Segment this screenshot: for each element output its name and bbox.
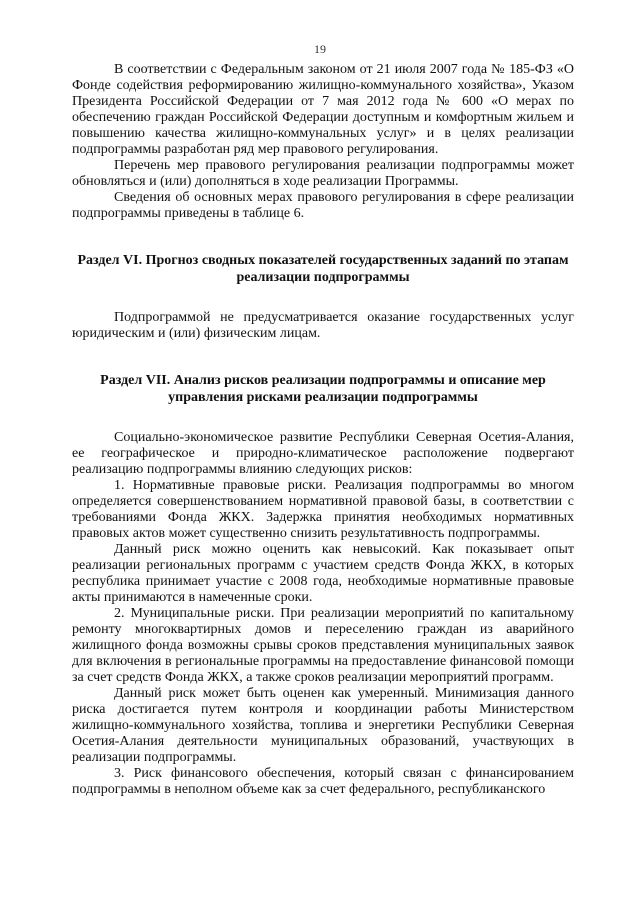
risk-2-assessment: Данный риск может быть оценен как умеренный. Минимизация данного риска достигается путем контроля и координации работы Министерством жилищно-коммунального хозяйства, топлива и энергетики Республики Северная Осетия-Алания деятельности муниципальных образований, участвующих в реализации подпрограммы. [72,686,574,765]
page-content [72,62,574,798]
section-6-text: Подпрограммой не предусматривается оказание государственных услуг юридическим и (или) физическим лицам. [72,310,574,341]
risk-3-financial: 3. Риск финансового обеспечения, который связан с финансированием подпрограммы в неполном объеме как за счет федерального, республиканского [72,766,574,797]
paragraph-measures-list: Перечень мер правового регулирования реализации подпрограммы может обновляться и (или) дополняться в ходе реализации Программы. [72,158,574,189]
section-7-intro: Социально-экономическое развитие Республики Северная Осетия-Алания, ее географическое и природно-климатическое расположение подвергают реализацию подпрограммы влиянию следующих рисков: [72,430,574,477]
section-6-heading: Раздел VI. Прогноз сводных показателей государственных заданий по этапам реализации подпрограммы [77,253,569,285]
paragraph-table-reference: Сведения об основных мерах правового регулирования в сфере реализации подпрограммы приведены в таблице 6. [72,190,574,221]
risk-1-assessment: Данный риск можно оценить как невысокий. Как показывает опыт реализации региональных программ с участием средств Фонда ЖКХ, в которых республика принимает участие с 2008 года, необходимые нормативные правовые акты принимаются в намеченные сроки. [72,542,574,605]
page-number: 19 [314,42,326,56]
risk-1-regulatory: 1. Нормативные правовые риски. Реализация подпрограммы во многом определяется совершенствованием нормативной правовой базы, в соответствии с требованиями Фонда ЖКХ. Задержка принятия необходимых нормативных правовых актов может существенно снизить результативность подпрограммы. [72,478,574,541]
paragraph-legal-basis: В соответствии с Федеральным законом от 21 июля 2007 года № 185-ФЗ «О Фонде содействия реформированию жилищно-коммунального хозяйства», Указом Президента Российской Федерации от 7 мая 2012 года № 600 «О мерах по обеспечению граждан Российской Федерации доступным и комфортным жильем и повышению качества жилищно-коммунальных услуг» и в целях реализации подпрограммы разработан ряд мер правового регулирования. [72,62,574,157]
risk-2-municipal: 2. Муниципальные риски. При реализации мероприятий по капитальному ремонту многоквартирных домов и переселению граждан из аварийного жилищного фонда возможны срывы сроков представления муниципальных заявок для включения в региональные программы на предоставление финансовой помощи за счет средств Фонда ЖКХ, а также сроков реализации мероприятий программ. [72,606,574,685]
section-7-heading: Раздел VII. Анализ рисков реализации подпрограммы и описание мер управления рисками реализации подпрограммы [100,373,546,405]
